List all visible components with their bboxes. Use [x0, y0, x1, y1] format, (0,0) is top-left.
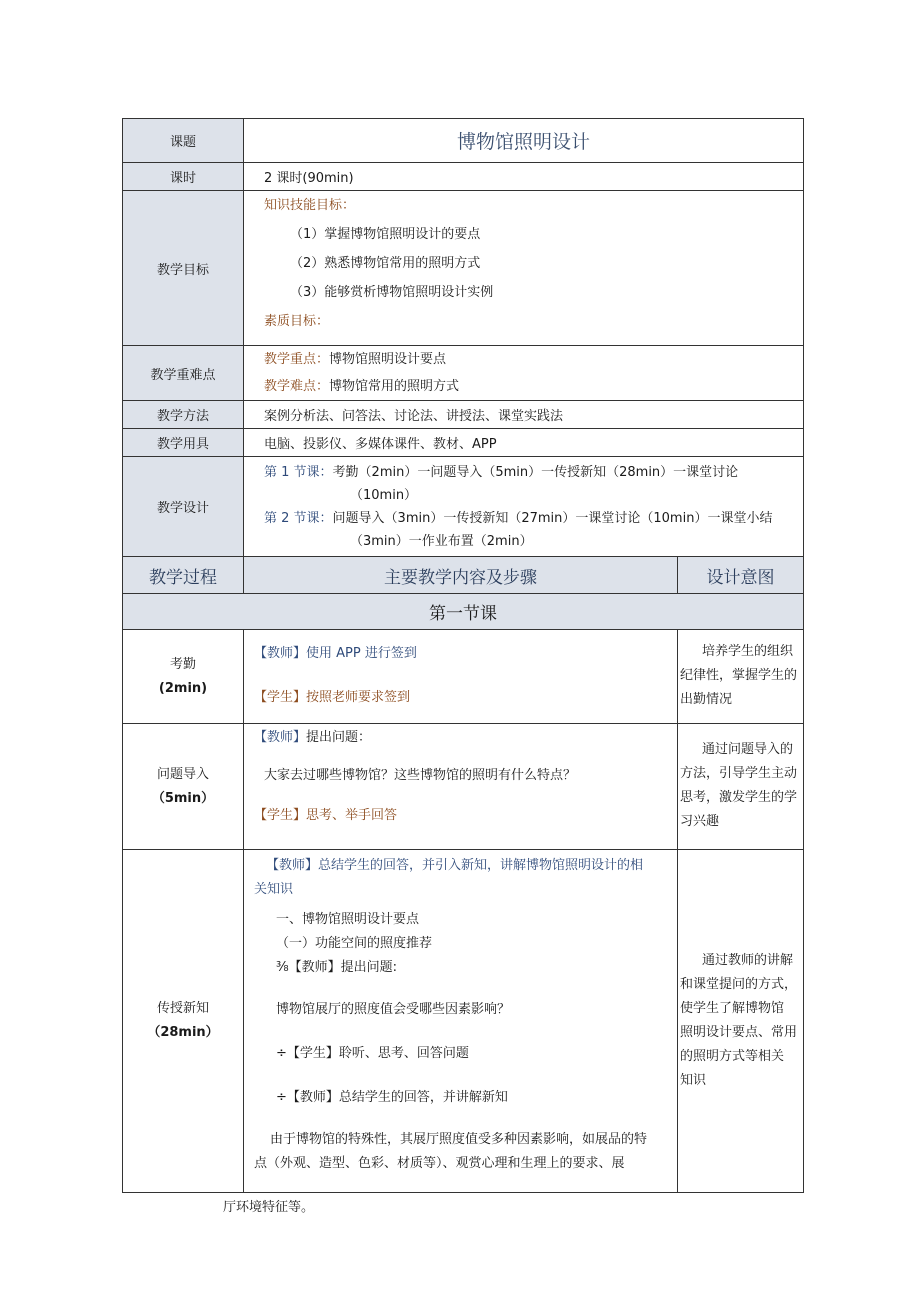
heading-2: （一）功能空间的照度推荐 [276, 936, 433, 951]
teach-content [244, 850, 678, 1193]
section-row [123, 594, 804, 630]
header-intent: 设计意图 [678, 557, 804, 594]
objective-item: （2）熟悉博物馆常用的照明方式 [290, 256, 481, 271]
lesson1-text: 考勤（2min）一问题导入（5min）一传授新知（28min）一课堂讨论 [332, 464, 739, 480]
key-points-row [123, 346, 804, 401]
intro-question: 大家去过哪些博物馆？这些博物馆的照明有什么特点？ [264, 768, 577, 783]
attendance-content [244, 630, 678, 724]
teach-intent [678, 850, 804, 1193]
intent-line: 方法，引导学生主动 [680, 766, 798, 781]
intro-name: 问题导入 [156, 766, 209, 782]
methods-row [123, 401, 804, 429]
student-text: 按照老师要求签到 [306, 690, 411, 705]
quality-goal-title: 素质目标： [264, 314, 330, 329]
paragraph-cont: 点（外观、造型、色彩、材质等）、观赏心理和生理上的要求、展 [254, 1156, 625, 1171]
objective-item: （1）掌握博物馆照明设计的要点 [290, 227, 481, 242]
intent-line: 通过问题导入的 [702, 742, 794, 757]
bullet-student: ÷【学生】聆听、思考、回答问题 [276, 1046, 469, 1061]
design-content [244, 457, 804, 557]
hours-row [123, 163, 804, 191]
intro-intent [678, 724, 804, 850]
focus-text: 博物馆照明设计要点 [329, 352, 447, 367]
hours-value: 2 课时(90min) [244, 163, 804, 191]
heading-1: 一、博物馆照明设计要点 [276, 912, 420, 927]
design-label: 教学设计 [123, 457, 244, 557]
process-header-row [123, 557, 804, 594]
methods-value: 案例分析法、问答法、讨论法、讲授法、课堂实践法 [244, 401, 804, 429]
tools-value: 电脑、投影仪、多媒体课件、教材、APP [244, 429, 804, 457]
intent-line: 纪律性，掌握学生的 [680, 668, 798, 683]
teach-name: 传授新知 [156, 1001, 209, 1016]
attendance-step [123, 630, 244, 724]
intro-step [123, 724, 244, 850]
objectives-row [123, 191, 804, 346]
lesson2-text: 问题导入（3min）一传授新知（27min）一课堂讨论（10min）一课堂小结 [332, 510, 773, 526]
intent-line: 知识 [680, 1073, 707, 1088]
topic-row [123, 119, 804, 163]
paragraph: 由于博物馆的特殊性，其展厅照度值受多种因素影响，如展品的特 [270, 1132, 648, 1147]
intro-time: （5min） [151, 790, 215, 806]
bullet-teacher-summary: ÷【教师】总结学生的回答，并讲解新知 [276, 1090, 508, 1105]
teach-time: （28min） [147, 1025, 219, 1040]
intent-line: 习兴趣 [680, 814, 720, 829]
student-text: 思考、举手回答 [306, 808, 398, 823]
difficulty-text: 博物馆常用的照明方式 [329, 379, 460, 394]
focus-title: 教学重点： [264, 352, 330, 367]
objectives-content [244, 191, 804, 346]
continuation-text: 厅环境特征等。 [223, 1200, 315, 1215]
attendance-intent [678, 630, 804, 724]
intro-content [244, 724, 678, 850]
lesson1-title: 第 1 节课： [264, 464, 333, 480]
intro-row [123, 724, 804, 850]
teach-row [123, 850, 804, 1193]
key-points-content [244, 346, 804, 401]
attendance-time: (2min) [158, 680, 208, 696]
lesson-plan-table [122, 118, 804, 1193]
teacher-tag: 【教师】 [254, 730, 307, 745]
intent-line: 思考，激发学生的学 [680, 790, 798, 805]
header-content: 主要教学内容及步骤 [244, 557, 678, 594]
topic-label: 课题 [123, 119, 244, 163]
teach-question: 博物馆展厅的照度值会受哪些因素影响？ [276, 1002, 511, 1017]
teacher-text: 总结学生的回答，并引入新知，讲解博物馆照明设计的相 [318, 858, 644, 873]
header-process: 教学过程 [123, 557, 244, 594]
objectives-label: 教学目标 [123, 191, 244, 346]
topic-value: 博物馆照明设计 [244, 119, 804, 163]
objective-item: （3）能够赏析博物馆照明设计实例 [290, 285, 494, 300]
lesson2-title: 第 2 节课： [264, 510, 333, 526]
design-row [123, 457, 804, 557]
lesson1-cont: （10min） [350, 487, 418, 503]
intent-line: 通过教师的讲解 [702, 953, 794, 968]
tools-row [123, 429, 804, 457]
hours-label: 课时 [123, 163, 244, 191]
intent-line: 的照明方式等相关 [680, 1049, 785, 1064]
teacher-text-cont: 关知识 [254, 882, 294, 897]
intent-line: 使学生了解博物馆 [680, 1001, 785, 1016]
teacher-tag: 【教师】 [266, 858, 319, 873]
teacher-text: 使用 APP 进行签到 [306, 646, 417, 661]
tools-label: 教学用具 [123, 429, 244, 457]
teacher-tag: 【教师】 [254, 646, 307, 661]
attendance-name: 考勤 [169, 656, 196, 672]
teacher-text: 提出问题： [306, 730, 372, 745]
intent-line: 照明设计要点、常用 [680, 1025, 798, 1040]
intent-line: 培养学生的组织 [702, 644, 794, 659]
methods-label: 教学方法 [123, 401, 244, 429]
student-tag: 【学生】 [254, 690, 307, 705]
attendance-row [123, 630, 804, 724]
knowledge-goal-title: 知识技能目标： [264, 198, 356, 213]
teach-step [123, 850, 244, 1193]
intent-line: 和课堂提问的方式， [680, 977, 798, 992]
key-points-label: 教学重难点 [123, 346, 244, 401]
bullet-teacher-question: ⅜【教师】提出问题: [276, 960, 397, 975]
difficulty-title: 教学难点： [264, 379, 330, 394]
lesson2-cont: （3min）一作业布置（2min） [350, 533, 533, 549]
student-tag: 【学生】 [254, 808, 307, 823]
section-title: 第一节课 [123, 594, 804, 630]
intent-line: 出勤情况 [680, 692, 733, 707]
